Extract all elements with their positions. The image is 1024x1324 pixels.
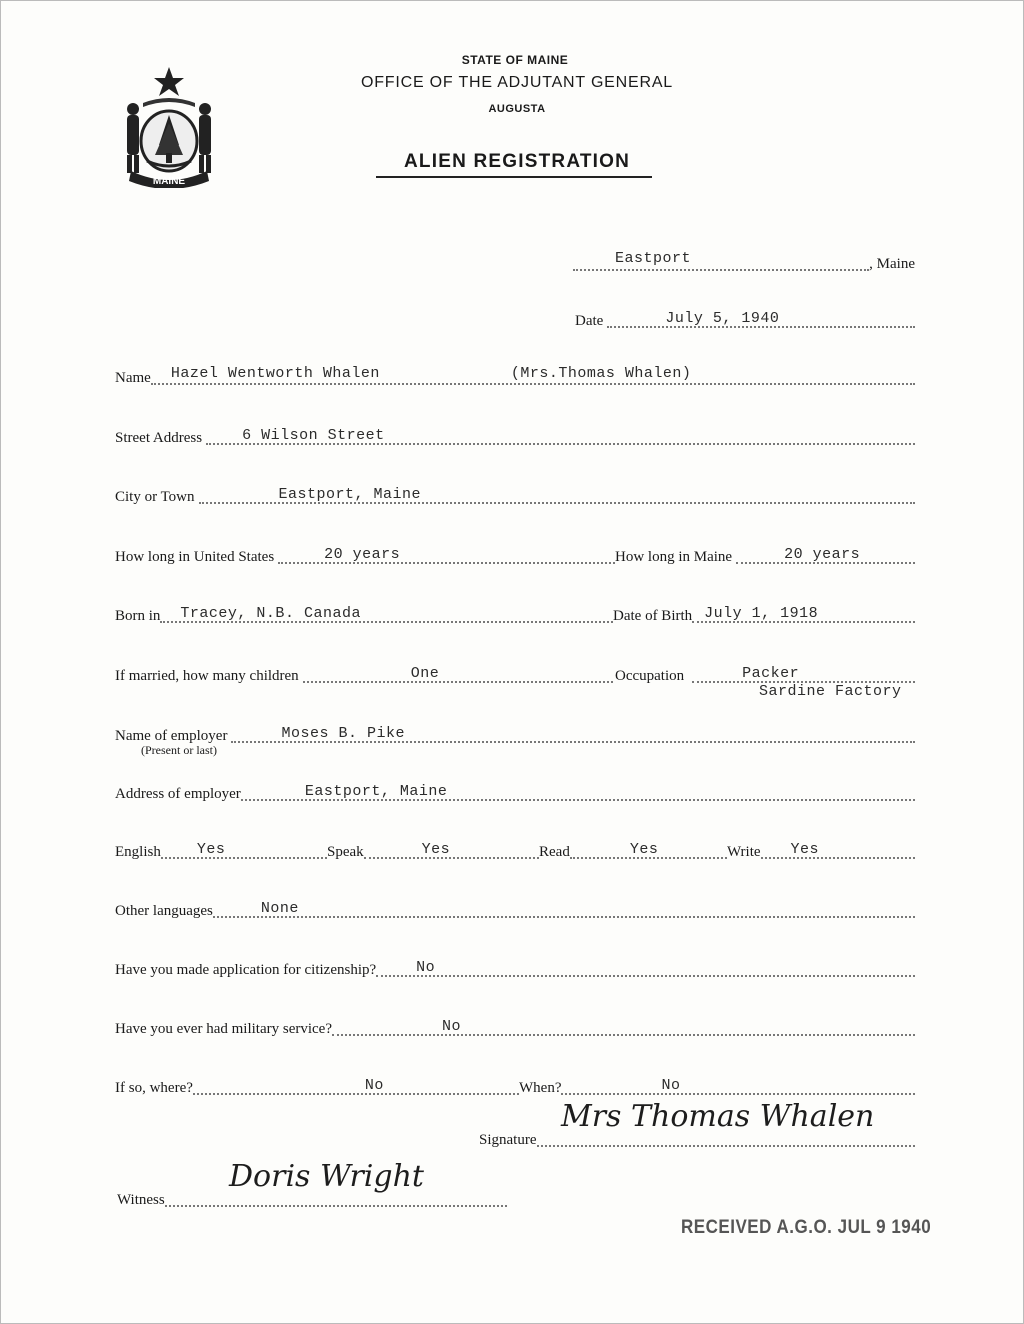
other-languages-field [115, 898, 915, 922]
read-field [539, 839, 727, 863]
place-suffix: , Maine [869, 256, 915, 272]
other-languages-label: Other languages [115, 903, 213, 919]
children-line[interactable] [303, 663, 613, 683]
name-alt-value: (Mrs.Thomas Whalen) [510, 365, 692, 382]
svg-text:MAINE: MAINE [152, 176, 186, 187]
born-line[interactable] [160, 603, 613, 623]
date-label: Date [575, 313, 604, 329]
when-value: No [661, 1077, 681, 1094]
english-value: Yes [196, 841, 226, 858]
name-field [115, 365, 915, 389]
maine-duration-line[interactable] [736, 544, 915, 564]
witness-label: Witness [117, 1192, 165, 1208]
us-duration-label: How long in United States [115, 549, 275, 565]
employer-field [115, 723, 915, 747]
title-underline [376, 176, 652, 178]
write-line[interactable] [761, 839, 915, 859]
children-value: One [410, 665, 440, 682]
military-label: Have you ever had military service? [115, 1021, 332, 1037]
street-line[interactable] [206, 425, 915, 445]
when-field [519, 1075, 915, 1099]
employer-address-label: Address of employer [115, 786, 241, 802]
city-field [115, 484, 915, 508]
born-field [115, 603, 613, 627]
place-field [573, 251, 915, 275]
maine-duration-label: How long in Maine [615, 549, 733, 565]
state-heading: STATE OF MAINE [461, 53, 569, 67]
place-line[interactable] [573, 251, 869, 271]
office-heading: OFFICE OF THE ADJUTANT GENERAL [360, 74, 674, 91]
speak-value: Yes [421, 841, 451, 858]
write-value: Yes [790, 841, 820, 858]
when-line[interactable] [561, 1075, 915, 1095]
when-label: When? [519, 1080, 562, 1096]
city-line[interactable] [199, 484, 915, 504]
other-languages-value: None [260, 900, 299, 917]
born-value: Tracey, N.B. Canada [180, 605, 361, 622]
name-line[interactable] [151, 365, 915, 385]
dob-field [613, 603, 915, 627]
citizenship-line[interactable] [376, 957, 915, 977]
speak-label: Speak [327, 844, 364, 860]
occupation-value: Packer [742, 665, 800, 682]
city-value: Eastport, Maine [278, 486, 422, 503]
other-languages-line[interactable] [213, 898, 915, 918]
street-field [115, 425, 915, 449]
children-label: If married, how many children [115, 668, 299, 684]
read-value: Yes [629, 841, 659, 858]
occupation-label: Occupation [615, 668, 685, 684]
where-label: If so, where? [115, 1080, 193, 1096]
occupation-line[interactable] [692, 663, 915, 683]
city-label: City or Town [115, 489, 195, 505]
military-field [115, 1016, 915, 1040]
citizenship-field [115, 957, 915, 981]
employer-line[interactable] [231, 723, 915, 743]
date-line[interactable] [607, 308, 915, 328]
witness-handwriting: Doris Wright [229, 1159, 424, 1194]
city-heading: AUGUSTA [488, 103, 546, 115]
where-line[interactable] [193, 1075, 519, 1095]
born-label: Born in [115, 608, 161, 624]
signature-handwriting: Mrs Thomas Whalen [561, 1099, 875, 1134]
read-label: Read [539, 844, 570, 860]
where-value: No [364, 1077, 384, 1094]
us-duration-value: 20 years [324, 546, 401, 563]
employer-label: Name of employer [115, 728, 228, 744]
children-field [115, 663, 613, 687]
name-label: Name [115, 370, 151, 386]
english-line[interactable] [161, 839, 327, 859]
dob-value: July 1, 1918 [704, 605, 819, 622]
dob-line[interactable] [692, 603, 915, 623]
dob-label: Date of Birth [613, 608, 693, 624]
employer-value: Moses B. Pike [281, 725, 405, 742]
speak-field [327, 839, 539, 863]
date-value: July 5, 1940 [665, 310, 780, 327]
read-line[interactable] [570, 839, 727, 859]
employer-sublabel: (Present or last) [141, 743, 217, 757]
write-label: Write [727, 844, 761, 860]
employer-address-line[interactable] [241, 781, 915, 801]
employer-address-field [115, 781, 915, 805]
english-field [115, 839, 327, 863]
us-duration-field [115, 544, 615, 568]
place-value: Eastport [615, 250, 692, 267]
signature-label: Signature [479, 1132, 537, 1148]
us-duration-line[interactable] [278, 544, 615, 564]
write-field [727, 839, 915, 863]
citizenship-value: No [416, 959, 436, 976]
where-field [115, 1075, 519, 1099]
military-value: No [442, 1018, 462, 1035]
form-title: ALIEN REGISTRATION [403, 151, 631, 172]
english-label: English [115, 844, 161, 860]
occupation-detail: Sardine Factory [759, 683, 902, 700]
received-stamp: RECEIVED A.G.O. JUL 9 1940 [681, 1215, 932, 1238]
date-field [575, 308, 915, 332]
maine-duration-value: 20 years [784, 546, 861, 563]
speak-line[interactable] [364, 839, 539, 859]
citizenship-label: Have you made application for citizenship? [115, 962, 377, 978]
maine-duration-field [615, 544, 915, 568]
street-label: Street Address [115, 430, 203, 446]
employer-address-value: Eastport, Maine [304, 783, 448, 800]
military-line[interactable] [332, 1016, 915, 1036]
name-value: Hazel Wentworth Whalen [170, 365, 380, 382]
street-value: 6 Wilson Street [242, 427, 385, 444]
